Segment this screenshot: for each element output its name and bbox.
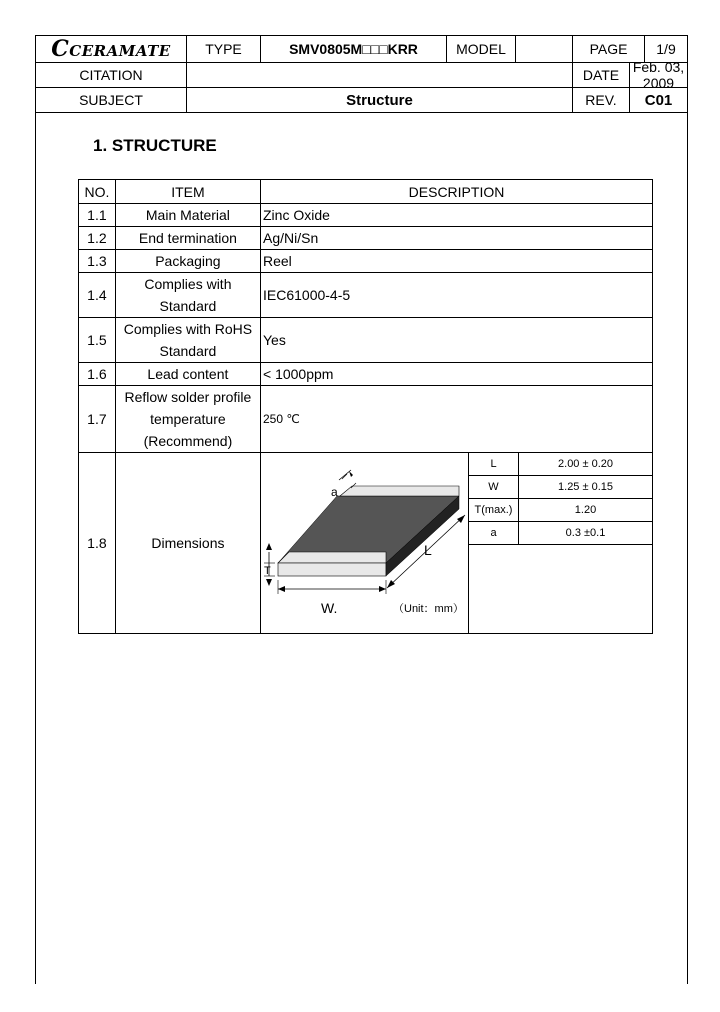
dimension-spec-table — [469, 453, 652, 545]
unit-label: （Unit：mm） — [393, 603, 464, 615]
rev-label: REV. — [573, 88, 630, 112]
rev-value: C01 — [644, 91, 673, 109]
type-value: SMV0805M□□□KRR — [261, 36, 447, 63]
table-header-row — [79, 180, 653, 204]
page-value: 1/9 — [645, 36, 688, 63]
table-row: 1.3 Packaging Reel — [79, 250, 653, 273]
dim-row: a 0.3 ±0.1 — [469, 522, 652, 545]
dim-row: W 1.25 ± 0.15 — [469, 476, 652, 499]
table-row: 1.4 Complies with Standard IEC61000-4-5 — [79, 273, 653, 318]
type-label: TYPE — [187, 36, 261, 63]
subject-value: Structure — [187, 88, 573, 113]
label-T: T — [264, 565, 271, 577]
company-logo: CCERAMATE — [36, 36, 187, 63]
page-label: PAGE — [573, 36, 645, 63]
date-value: Feb. 03, 2009 — [632, 59, 685, 91]
document-header — [35, 35, 688, 113]
chip-front-end-top — [278, 552, 386, 563]
model-value — [516, 36, 573, 63]
citation-label: CITATION — [36, 63, 187, 88]
header-description: DESCRIPTION — [261, 180, 653, 204]
citation-value — [187, 63, 573, 88]
chip-back-end — [340, 486, 459, 496]
chip-diagram — [261, 453, 469, 633]
table-row: 1.2 End termination Ag/Ni/Sn — [79, 227, 653, 250]
dim-row: T(max.) 1.20 — [469, 499, 652, 522]
section-title: 1. STRUCTURE — [93, 136, 217, 155]
label-a: a — [331, 485, 338, 499]
structure-table — [78, 179, 653, 634]
table-row: 1.6 Lead content < 1000ppm — [79, 363, 653, 386]
label-L: L — [424, 542, 432, 558]
date-label: DATE — [573, 63, 630, 87]
table-row: 1.7 Reflow solder profile temperature (Recommend) 250 ℃ — [79, 386, 653, 453]
subject-label: SUBJECT — [36, 88, 187, 113]
header-no: NO. — [79, 180, 116, 204]
header-item: ITEM — [115, 180, 260, 204]
chip-front-face — [278, 563, 386, 576]
table-row-dimensions: 1.8 Dimensions a L T W. （Unit：mm） L 2.00 ± 0.20 W 1.25 ± 0.15 T(max.) 1.20 a 0.3 ±0.1 — [79, 453, 653, 634]
table-row: 1.1 Main Material Zinc Oxide — [79, 204, 653, 227]
dim-row: L 2.00 ± 0.20 — [469, 453, 652, 476]
label-W: W. — [321, 600, 338, 616]
table-row: 1.5 Complies with RoHS Standard Yes — [79, 318, 653, 363]
model-label: MODEL — [447, 36, 516, 63]
chip-drawing — [261, 453, 468, 633]
